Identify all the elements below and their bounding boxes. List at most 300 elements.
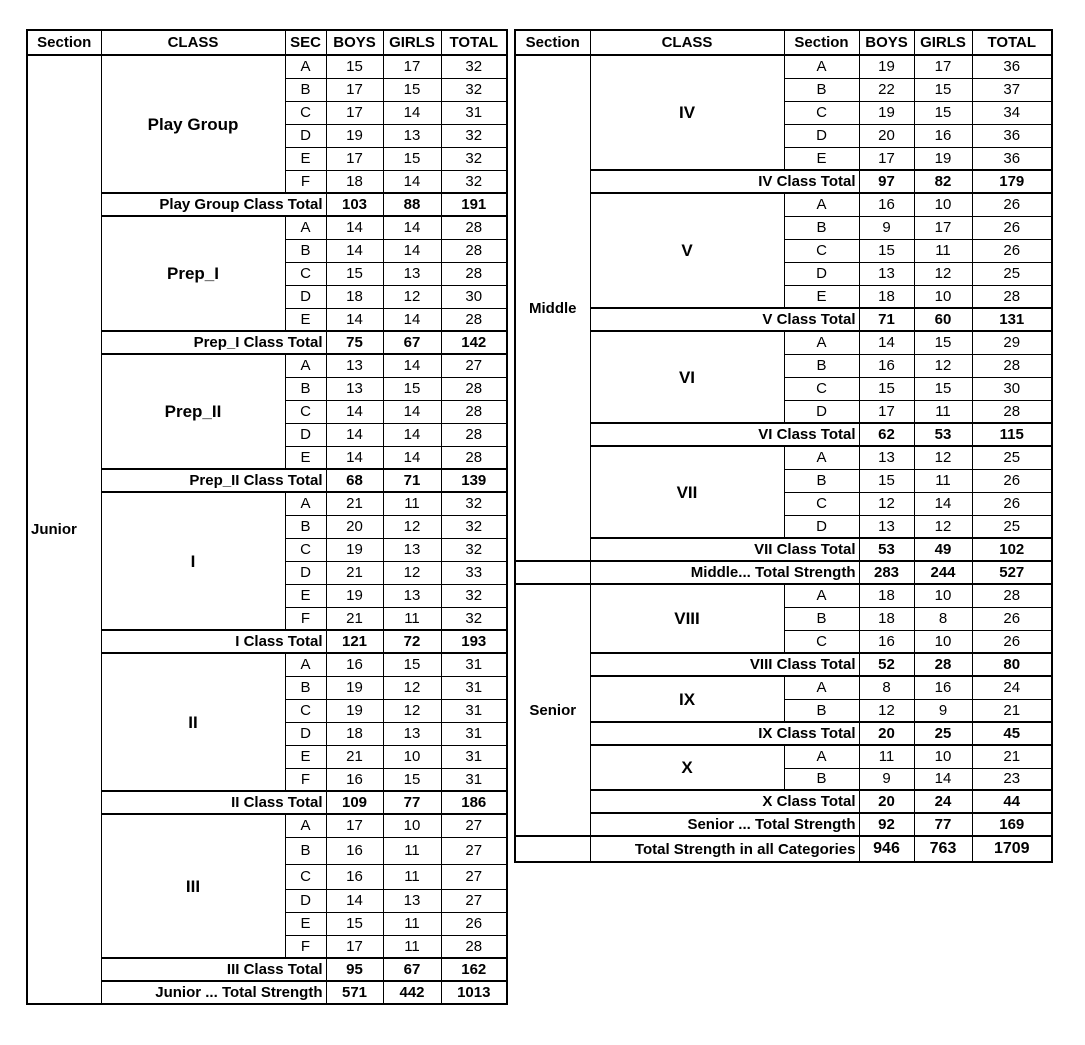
class-total-girls: 88 [383, 193, 441, 216]
sec-cell: A [285, 653, 326, 676]
girls-cell: 19 [914, 147, 972, 170]
sec-cell: B [784, 607, 859, 630]
junior-strength-table [26, 29, 508, 1005]
boys-cell: 17 [326, 935, 383, 958]
total-cell: 27 [441, 889, 507, 912]
sec-cell: B [784, 354, 859, 377]
class-total-label: V Class Total [590, 308, 859, 331]
boys-cell: 14 [326, 400, 383, 423]
sec-cell: C [285, 262, 326, 285]
total-strength-boys: 283 [859, 561, 914, 584]
grand-total-row [515, 836, 1052, 862]
sec-cell: B [784, 78, 859, 101]
girls-cell: 12 [914, 515, 972, 538]
girls-cell: 13 [383, 124, 441, 147]
class-name: Prep_II [101, 354, 285, 469]
boys-cell: 19 [326, 676, 383, 699]
girls-cell: 17 [383, 55, 441, 78]
sec-cell: B [285, 837, 326, 864]
class-total-row [515, 423, 1052, 446]
girls-cell: 14 [383, 423, 441, 446]
total-strength-label: Junior ... Total Strength [101, 981, 326, 1004]
boys-cell: 18 [859, 607, 914, 630]
girls-cell: 13 [383, 584, 441, 607]
class-total-label: I Class Total [101, 630, 326, 653]
sec-cell: B [784, 469, 859, 492]
total-cell: 21 [972, 699, 1052, 722]
girls-cell: 12 [383, 515, 441, 538]
total-cell: 28 [972, 354, 1052, 377]
sec-cell: C [285, 699, 326, 722]
girls-cell: 14 [383, 216, 441, 239]
sec-cell: F [285, 607, 326, 630]
total-cell: 32 [441, 492, 507, 515]
class-total-label: VI Class Total [590, 423, 859, 446]
sec-cell: F [285, 935, 326, 958]
class-total-total: 186 [441, 791, 507, 814]
sec-cell: D [285, 124, 326, 147]
girls-cell: 10 [914, 285, 972, 308]
total-cell: 26 [972, 239, 1052, 262]
col-header-section: Section [27, 30, 101, 55]
sec-cell: E [285, 147, 326, 170]
girls-cell: 16 [914, 676, 972, 699]
col-header-girls: GIRLS [914, 30, 972, 55]
class-total-label: IX Class Total [590, 722, 859, 745]
class-total-boys: 71 [859, 308, 914, 331]
senior-total-strength-row [515, 813, 1052, 836]
boys-cell: 17 [326, 78, 383, 101]
class-name: Play Group [101, 55, 285, 193]
table-row [515, 193, 1052, 216]
boys-cell: 17 [326, 101, 383, 124]
col-header-total: TOTAL [441, 30, 507, 55]
total-cell: 31 [441, 676, 507, 699]
sec-cell: F [285, 170, 326, 193]
col-header-total: TOTAL [972, 30, 1052, 55]
girls-cell: 10 [914, 584, 972, 607]
boys-cell: 16 [326, 653, 383, 676]
girls-cell: 15 [914, 377, 972, 400]
boys-cell: 18 [859, 285, 914, 308]
sec-cell: B [285, 377, 326, 400]
class-total-boys: 20 [859, 722, 914, 745]
boys-cell: 15 [326, 912, 383, 935]
col-header-sec: Section [784, 30, 859, 55]
boys-cell: 15 [859, 239, 914, 262]
girls-cell: 10 [914, 193, 972, 216]
sec-cell: E [285, 912, 326, 935]
total-strength-boys: 571 [326, 981, 383, 1004]
girls-cell: 14 [914, 492, 972, 515]
total-strength-label: Senior ... Total Strength [590, 813, 859, 836]
total-cell: 26 [972, 193, 1052, 216]
sec-cell: B [784, 768, 859, 790]
total-cell: 24 [972, 676, 1052, 699]
middle-senior-strength-table [514, 29, 1053, 863]
sec-cell: D [784, 124, 859, 147]
boys-cell: 15 [859, 377, 914, 400]
boys-cell: 16 [326, 837, 383, 864]
sec-cell: F [285, 768, 326, 791]
right-table-body [515, 55, 1052, 862]
girls-cell: 15 [914, 101, 972, 124]
girls-cell: 13 [383, 889, 441, 912]
girls-cell: 12 [383, 561, 441, 584]
total-cell: 32 [441, 515, 507, 538]
girls-cell: 12 [383, 699, 441, 722]
boys-cell: 8 [859, 676, 914, 699]
class-total-row [515, 170, 1052, 193]
girls-cell: 15 [383, 377, 441, 400]
boys-cell: 14 [326, 216, 383, 239]
boys-cell: 20 [326, 515, 383, 538]
sec-cell: E [285, 308, 326, 331]
girls-cell: 10 [914, 630, 972, 653]
sec-cell: C [784, 630, 859, 653]
class-total-total: 131 [972, 308, 1052, 331]
total-strength-girls: 244 [914, 561, 972, 584]
boys-cell: 14 [859, 331, 914, 354]
sec-cell: D [285, 285, 326, 308]
class-name: VIII [590, 584, 784, 653]
sec-cell: A [784, 193, 859, 216]
sec-cell: E [285, 584, 326, 607]
boys-cell: 9 [859, 216, 914, 239]
class-total-label: Prep_I Class Total [101, 331, 326, 354]
boys-cell: 15 [326, 55, 383, 78]
class-total-total: 142 [441, 331, 507, 354]
total-cell: 37 [972, 78, 1052, 101]
boys-cell: 15 [859, 469, 914, 492]
grand-total-total: 1709 [972, 836, 1052, 862]
table-row [515, 676, 1052, 699]
boys-cell: 14 [326, 446, 383, 469]
middle-total-strength-row [515, 561, 1052, 584]
class-total-label: IV Class Total [590, 170, 859, 193]
class-name: VI [590, 331, 784, 423]
girls-cell: 12 [383, 285, 441, 308]
total-cell: 36 [972, 55, 1052, 78]
girls-cell: 15 [383, 768, 441, 791]
total-cell: 31 [441, 768, 507, 791]
sec-cell: D [285, 722, 326, 745]
boys-cell: 16 [326, 768, 383, 791]
boys-cell: 13 [859, 446, 914, 469]
boys-cell: 11 [859, 745, 914, 768]
sec-cell: B [285, 78, 326, 101]
class-name: Prep_I [101, 216, 285, 331]
table-row [515, 55, 1052, 78]
section-label: Middle [515, 55, 590, 561]
boys-cell: 14 [326, 308, 383, 331]
girls-cell: 10 [383, 814, 441, 837]
boys-cell: 19 [326, 124, 383, 147]
class-total-boys: 75 [326, 331, 383, 354]
total-cell: 31 [441, 101, 507, 124]
total-strength-girls: 442 [383, 981, 441, 1004]
total-cell: 28 [441, 239, 507, 262]
total-cell: 28 [441, 308, 507, 331]
sec-cell: B [784, 699, 859, 722]
girls-cell: 17 [914, 216, 972, 239]
girls-cell: 12 [914, 262, 972, 285]
sec-cell: C [784, 239, 859, 262]
class-total-total: 80 [972, 653, 1052, 676]
girls-cell: 11 [383, 864, 441, 889]
girls-cell: 11 [383, 607, 441, 630]
sec-cell: A [784, 55, 859, 78]
boys-cell: 16 [859, 630, 914, 653]
girls-cell: 14 [383, 354, 441, 377]
boys-cell: 16 [326, 864, 383, 889]
total-strength-girls: 77 [914, 813, 972, 836]
total-strength-label: Middle... Total Strength [590, 561, 859, 584]
sec-cell: A [285, 814, 326, 837]
blank-section-cell [515, 561, 590, 584]
boys-cell: 18 [326, 285, 383, 308]
class-total-total: 115 [972, 423, 1052, 446]
boys-cell: 17 [326, 814, 383, 837]
boys-cell: 16 [859, 193, 914, 216]
total-cell: 31 [441, 745, 507, 768]
grand-total-girls: 763 [914, 836, 972, 862]
girls-cell: 14 [383, 239, 441, 262]
total-cell: 32 [441, 124, 507, 147]
total-cell: 28 [972, 400, 1052, 423]
col-header-girls: GIRLS [383, 30, 441, 55]
sec-cell: A [285, 55, 326, 78]
class-total-row [515, 538, 1052, 561]
total-cell: 26 [972, 216, 1052, 239]
class-total-girls: 24 [914, 790, 972, 813]
girls-cell: 13 [383, 722, 441, 745]
class-total-total: 193 [441, 630, 507, 653]
total-cell: 30 [972, 377, 1052, 400]
total-cell: 34 [972, 101, 1052, 124]
class-total-girls: 71 [383, 469, 441, 492]
sec-cell: E [285, 745, 326, 768]
sec-cell: D [285, 889, 326, 912]
total-cell: 25 [972, 446, 1052, 469]
class-total-boys: 68 [326, 469, 383, 492]
total-cell: 26 [972, 492, 1052, 515]
class-total-total: 102 [972, 538, 1052, 561]
girls-cell: 11 [914, 400, 972, 423]
total-cell: 21 [972, 745, 1052, 768]
boys-cell: 15 [326, 262, 383, 285]
total-cell: 28 [441, 377, 507, 400]
class-total-label: VIII Class Total [590, 653, 859, 676]
class-total-row [515, 722, 1052, 745]
class-name: II [101, 653, 285, 791]
boys-cell: 12 [859, 492, 914, 515]
total-cell: 27 [441, 864, 507, 889]
boys-cell: 17 [326, 147, 383, 170]
sec-cell: C [285, 400, 326, 423]
table-row [515, 331, 1052, 354]
sec-cell: A [784, 331, 859, 354]
girls-cell: 12 [914, 446, 972, 469]
total-cell: 28 [441, 262, 507, 285]
girls-cell: 11 [914, 469, 972, 492]
girls-cell: 11 [383, 935, 441, 958]
boys-cell: 19 [326, 584, 383, 607]
sec-cell: D [784, 262, 859, 285]
class-total-boys: 97 [859, 170, 914, 193]
girls-cell: 14 [383, 400, 441, 423]
boys-cell: 22 [859, 78, 914, 101]
class-total-girls: 49 [914, 538, 972, 561]
boys-cell: 21 [326, 561, 383, 584]
girls-cell: 15 [383, 78, 441, 101]
total-cell: 28 [972, 584, 1052, 607]
sec-cell: E [784, 285, 859, 308]
section-label: Senior [515, 584, 590, 836]
boys-cell: 18 [326, 722, 383, 745]
sec-cell: A [784, 584, 859, 607]
total-strength-total: 527 [972, 561, 1052, 584]
class-name: IV [590, 55, 784, 170]
class-total-girls: 77 [383, 791, 441, 814]
total-cell: 36 [972, 124, 1052, 147]
table-row [515, 446, 1052, 469]
class-total-total: 179 [972, 170, 1052, 193]
total-strength-total: 1013 [441, 981, 507, 1004]
table-row [515, 745, 1052, 768]
class-total-boys: 103 [326, 193, 383, 216]
girls-cell: 14 [383, 170, 441, 193]
class-total-label: X Class Total [590, 790, 859, 813]
girls-cell: 15 [914, 331, 972, 354]
class-total-label: Play Group Class Total [101, 193, 326, 216]
total-cell: 31 [441, 653, 507, 676]
sec-cell: B [784, 216, 859, 239]
total-cell: 28 [441, 446, 507, 469]
boys-cell: 13 [326, 377, 383, 400]
girls-cell: 9 [914, 699, 972, 722]
boys-cell: 9 [859, 768, 914, 790]
class-total-row [515, 308, 1052, 331]
boys-cell: 17 [859, 400, 914, 423]
col-header-class: CLASS [101, 30, 285, 55]
girls-cell: 15 [914, 78, 972, 101]
total-cell: 32 [441, 147, 507, 170]
total-cell: 33 [441, 561, 507, 584]
boys-cell: 19 [859, 101, 914, 124]
total-cell: 27 [441, 354, 507, 377]
girls-cell: 11 [914, 239, 972, 262]
sec-cell: C [784, 377, 859, 400]
col-header-class: CLASS [590, 30, 784, 55]
class-total-total: 45 [972, 722, 1052, 745]
sec-cell: A [784, 446, 859, 469]
class-total-row [515, 790, 1052, 813]
girls-cell: 13 [383, 538, 441, 561]
section-label: Junior [27, 55, 101, 1004]
class-total-boys: 121 [326, 630, 383, 653]
total-cell: 31 [441, 722, 507, 745]
sec-cell: B [285, 239, 326, 262]
class-total-boys: 52 [859, 653, 914, 676]
total-cell: 25 [972, 262, 1052, 285]
class-total-label: II Class Total [101, 791, 326, 814]
boys-cell: 13 [859, 262, 914, 285]
total-cell: 36 [972, 147, 1052, 170]
sec-cell: E [784, 147, 859, 170]
total-cell: 32 [441, 55, 507, 78]
class-total-label: III Class Total [101, 958, 326, 981]
girls-cell: 15 [383, 653, 441, 676]
class-total-girls: 67 [383, 958, 441, 981]
boys-cell: 20 [859, 124, 914, 147]
sec-cell: C [784, 101, 859, 124]
grand-total-label: Total Strength in all Categories [590, 836, 859, 862]
class-total-row [515, 653, 1052, 676]
boys-cell: 19 [859, 55, 914, 78]
grand-total-boys: 946 [859, 836, 914, 862]
boys-cell: 12 [859, 699, 914, 722]
girls-cell: 14 [383, 308, 441, 331]
table-row [515, 584, 1052, 607]
col-header-sec: SEC [285, 30, 326, 55]
girls-cell: 14 [914, 768, 972, 790]
boys-cell: 21 [326, 745, 383, 768]
col-header-boys: BOYS [326, 30, 383, 55]
sec-cell: D [285, 423, 326, 446]
total-strength-boys: 92 [859, 813, 914, 836]
sec-cell: C [285, 101, 326, 124]
class-total-boys: 109 [326, 791, 383, 814]
class-total-girls: 72 [383, 630, 441, 653]
blank-section-cell [515, 836, 590, 862]
girls-cell: 16 [914, 124, 972, 147]
sec-cell: D [784, 400, 859, 423]
table-row [27, 55, 507, 78]
boys-cell: 19 [326, 699, 383, 722]
boys-cell: 13 [326, 354, 383, 377]
class-name: I [101, 492, 285, 630]
total-cell: 25 [972, 515, 1052, 538]
total-cell: 32 [441, 538, 507, 561]
boys-cell: 16 [859, 354, 914, 377]
boys-cell: 14 [326, 889, 383, 912]
class-total-girls: 60 [914, 308, 972, 331]
sec-cell: E [285, 446, 326, 469]
sec-cell: A [285, 492, 326, 515]
class-total-boys: 62 [859, 423, 914, 446]
sec-cell: B [285, 676, 326, 699]
total-cell: 32 [441, 170, 507, 193]
class-total-girls: 67 [383, 331, 441, 354]
class-total-girls: 82 [914, 170, 972, 193]
class-total-total: 162 [441, 958, 507, 981]
class-name: V [590, 193, 784, 308]
total-cell: 27 [441, 814, 507, 837]
total-strength-total: 169 [972, 813, 1052, 836]
sec-cell: A [285, 354, 326, 377]
boys-cell: 14 [326, 423, 383, 446]
class-name: X [590, 745, 784, 790]
total-cell: 28 [972, 285, 1052, 308]
class-total-boys: 20 [859, 790, 914, 813]
total-cell: 30 [441, 285, 507, 308]
total-cell: 32 [441, 607, 507, 630]
class-total-label: VII Class Total [590, 538, 859, 561]
sec-cell: D [784, 515, 859, 538]
left-table-body [27, 55, 507, 1004]
total-cell: 32 [441, 78, 507, 101]
